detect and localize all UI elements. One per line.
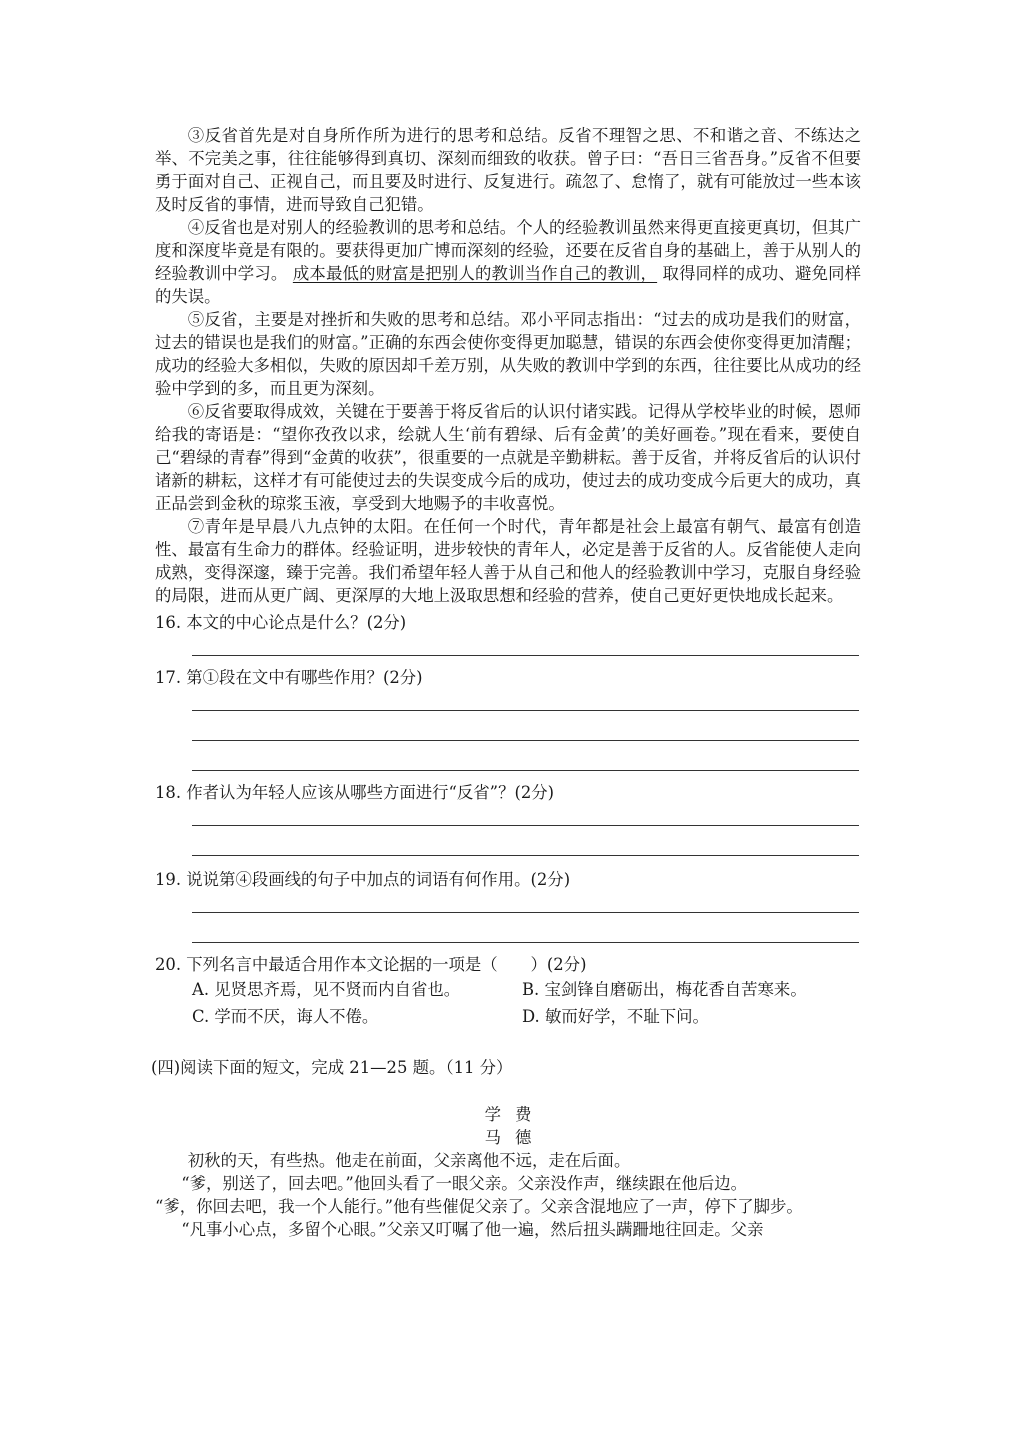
option-a[interactable]: A. 见贤思齐焉，见不贤而内自省也。 bbox=[192, 980, 461, 999]
answer-line[interactable] bbox=[192, 891, 859, 913]
story-author: 马德 bbox=[484, 1128, 546, 1147]
question-20-options bbox=[192, 978, 861, 1028]
paragraph-7: ⑦青年是早晨八九点钟的太阳。在任何一个时代，青年都是社会上最富有朝气、最富有创造性、最富有生命力的群体。经验证明，进步较快的青年人，必定是善于反省的人。反省能使人走向成熟，变得深邃，臻于完善。我们希望年轻人善于从自己和他人的经验教训中学习，克服自身经验的局限，进而从更广阔、更深厚的大地上汲取思想和经验的营养，使自己更好更快地成长起来。 bbox=[155, 517, 861, 605]
section-4-heading: (四)阅读下面的短文，完成 21—25 题。（11 分） bbox=[151, 1058, 513, 1077]
paragraph-4 bbox=[155, 216, 861, 308]
paragraph-4-text: ④反省也是对别人的经验教训的思考和总结。个人的经验教训虽然来得更直接更真切，但其广度和深度毕竟是有限的。要获得更加广博而深刻的经验，还要在反省自身的基础上，善于从别人的经验教训中学习。 bbox=[155, 218, 861, 283]
answer-line[interactable] bbox=[192, 804, 859, 826]
answer-line[interactable] bbox=[192, 711, 859, 741]
story-line-1: 初秋的天，有些热。他走在前面，父亲离他不远，走在后面。 bbox=[187, 1151, 631, 1170]
question-17-text: 17. 第①段在文中有哪些作用？(2分) bbox=[155, 668, 423, 687]
answer-line[interactable] bbox=[192, 741, 859, 771]
question-18-text: 18. 作者认为年轻人应该从哪些方面进行“反省”？(2分) bbox=[155, 783, 555, 802]
paragraph-6: ⑥反省要取得成效，关键在于要善于将反省后的认识付诸实践。记得从学校毕业的时候，恩师给我的寄语是：“望你孜孜以求，绘就人生‘前有碧绿、后有金黄’的美好画卷。”现在看来，要使自己“碧绿的青春”得到“金黄的收获”，很重要的一点就是辛勤耕耘。善于反省，并将反省后的认识付诸新的耕耘，这样才有可能使过去的失误变成今后的成功，使过去的成功变成今后更大的成功，真正品尝到金秋的琼浆玉液，享受到大地赐予的丰收喜悦。 bbox=[155, 402, 861, 513]
answer-lines-19 bbox=[192, 891, 859, 943]
question-17 bbox=[155, 666, 861, 771]
paragraph-3: ③反省首先是对自身所作所为进行的思考和总结。反省不理智之思、不和谐之音、不练达之举、不完美之事，往往能够得到真切、深刻而细致的收获。曾子曰：“吾日三省吾身。”反省不但要勇于面对自己、正视自己，而且要及时进行、反复进行。疏忽了、怠惰了，就有可能放过一些本该及时反省的事情，进而导致自己犯错。 bbox=[155, 126, 861, 214]
question-19 bbox=[155, 868, 861, 943]
story-title: 学费 bbox=[484, 1105, 546, 1124]
story-line-2: “爹，别送了，回去吧。”他回头看了一眼父亲。父亲没作声，继续跟在他后边。 bbox=[181, 1174, 748, 1193]
question-18 bbox=[155, 781, 861, 856]
answer-line[interactable] bbox=[192, 913, 859, 943]
option-d[interactable]: D. 敏而好学，不耻下问。 bbox=[522, 1007, 709, 1026]
exam-page bbox=[151, 124, 862, 1241]
question-16 bbox=[155, 611, 861, 656]
underlined-sentence: 成本最低的财富是把别人的教训当作自己的教训， bbox=[292, 264, 658, 283]
question-19-text: 19. 说说第④段画线的句子中加点的词语有何作用。(2分) bbox=[155, 870, 571, 889]
question-20-text: 20. 下列名言中最适合用作本文论据的一项是（ ）(2分) bbox=[155, 955, 587, 974]
option-c[interactable]: C. 学而不厌，诲人不倦。 bbox=[192, 1007, 379, 1026]
answer-lines-18 bbox=[192, 804, 859, 856]
question-20 bbox=[155, 953, 861, 1028]
paragraph-5: ⑤反省，主要是对挫折和失败的思考和总结。邓小平同志指出：“过去的成功是我们的财富，过去的错误也是我们的财富。”正确的东西会使你变得更加聪慧，错误的东西会使你变得更加清醒；成功的经验大多相似，失败的原因却千差万别，从失败的教训中学到的东西，往往要比从成功的经验中学到的多，而且更为深刻。 bbox=[155, 310, 861, 398]
answer-line[interactable] bbox=[192, 689, 859, 711]
answer-line[interactable] bbox=[192, 826, 859, 856]
paragraph-4-tail: 取得同样的成功、避免同样的失误。 bbox=[155, 264, 862, 306]
story-line-3: “爹，你回去吧，我一个人能行。”他有些催促父亲了。父亲含混地应了一声，停下了脚步。 bbox=[155, 1197, 803, 1216]
story-line-4: “凡事小心点，多留个心眼。”父亲又叮嘱了他一遍，然后扭头蹒跚地往回走。父亲 bbox=[181, 1220, 764, 1239]
answer-lines-16 bbox=[192, 634, 859, 656]
answer-line[interactable] bbox=[192, 634, 859, 656]
option-b[interactable]: B. 宝剑锋自磨砺出，梅花香自苦寒来。 bbox=[522, 980, 807, 999]
answer-lines-17 bbox=[192, 689, 859, 771]
question-16-text: 16. 本文的中心论点是什么？(2分) bbox=[155, 613, 407, 632]
